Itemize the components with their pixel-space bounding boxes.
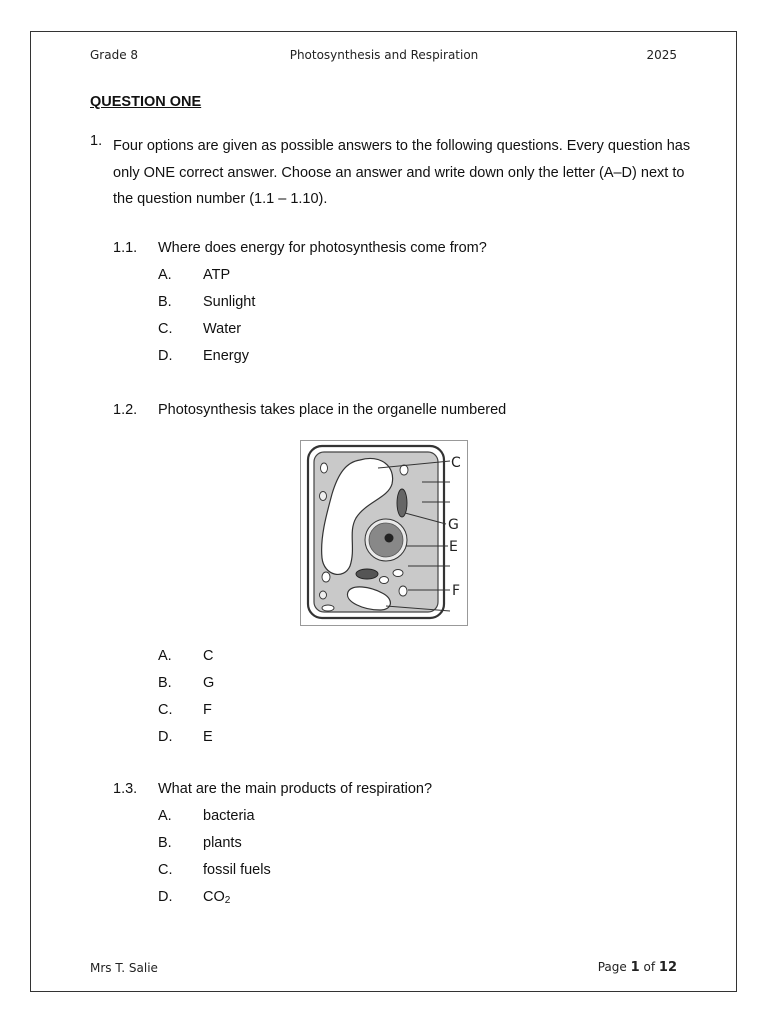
question-1-3-text: What are the main products of respiration?: [158, 781, 433, 797]
section-title: QUESTION ONE: [90, 94, 202, 110]
option-letter: A.: [158, 808, 172, 824]
option-text: E: [203, 729, 213, 745]
option-text: C: [203, 648, 214, 664]
option-letter: A.: [158, 648, 172, 664]
option-text: G: [203, 675, 215, 691]
header-grade: Grade 8: [90, 48, 139, 62]
option-text: Energy: [203, 348, 249, 364]
option-text: bacteria: [203, 808, 255, 824]
diagram-label-c: C: [451, 455, 461, 471]
option-text-main: CO: [203, 889, 225, 905]
option-letter: C.: [158, 321, 173, 337]
option-letter: D.: [158, 889, 173, 905]
option-letter: B.: [158, 294, 172, 310]
diagram-label-e: E: [449, 539, 458, 555]
option-text: Sunlight: [203, 294, 256, 310]
footer-of-word: of: [643, 960, 656, 974]
option-letter: B.: [158, 675, 172, 691]
header-title: Photosynthesis and Respiration: [289, 48, 479, 62]
footer-author: Mrs T. Salie: [90, 961, 158, 975]
option-text: Water: [203, 321, 242, 337]
diagram-label-f: F: [452, 583, 461, 599]
question-1-2-number: 1.2.: [113, 402, 138, 418]
intro-number: 1.: [90, 133, 103, 149]
question-1-1-number: 1.1.: [113, 240, 138, 256]
intro-text: Four options are given as possible answers to the following questions. Every question has only ONE correct answer. Choose an answer and write down only the letter (A–D) next to the question number (1.1 – 1.10).: [113, 138, 691, 207]
option-letter: D.: [158, 729, 173, 745]
footer-page-word: Page: [597, 960, 627, 974]
question-1-1-text: Where does energy for photosynthesis come from?: [158, 240, 487, 256]
option-letter: A.: [158, 267, 172, 283]
option-letter: C.: [158, 862, 173, 878]
option-text: ATP: [203, 267, 231, 283]
diagram-label-g: G: [448, 517, 459, 533]
option-letter: D.: [158, 348, 173, 364]
option-letter: B.: [158, 835, 172, 851]
footer-current-page: 1: [630, 960, 640, 975]
option-text-subscript: 2: [224, 895, 231, 906]
option-text: plants: [203, 835, 242, 851]
footer-total-pages: 12: [658, 960, 677, 975]
plant-cell-diagram: [300, 440, 468, 626]
option-letter: C.: [158, 702, 173, 718]
option-text: fossil fuels: [203, 862, 271, 878]
question-1-3-number: 1.3.: [113, 781, 138, 797]
question-1-2-text: Photosynthesis takes place in the organelle numbered: [158, 402, 507, 418]
footer-page-number: [598, 960, 677, 975]
option-text: F: [203, 702, 212, 718]
option-text: [203, 889, 230, 906]
header-year: 2025: [646, 48, 677, 62]
